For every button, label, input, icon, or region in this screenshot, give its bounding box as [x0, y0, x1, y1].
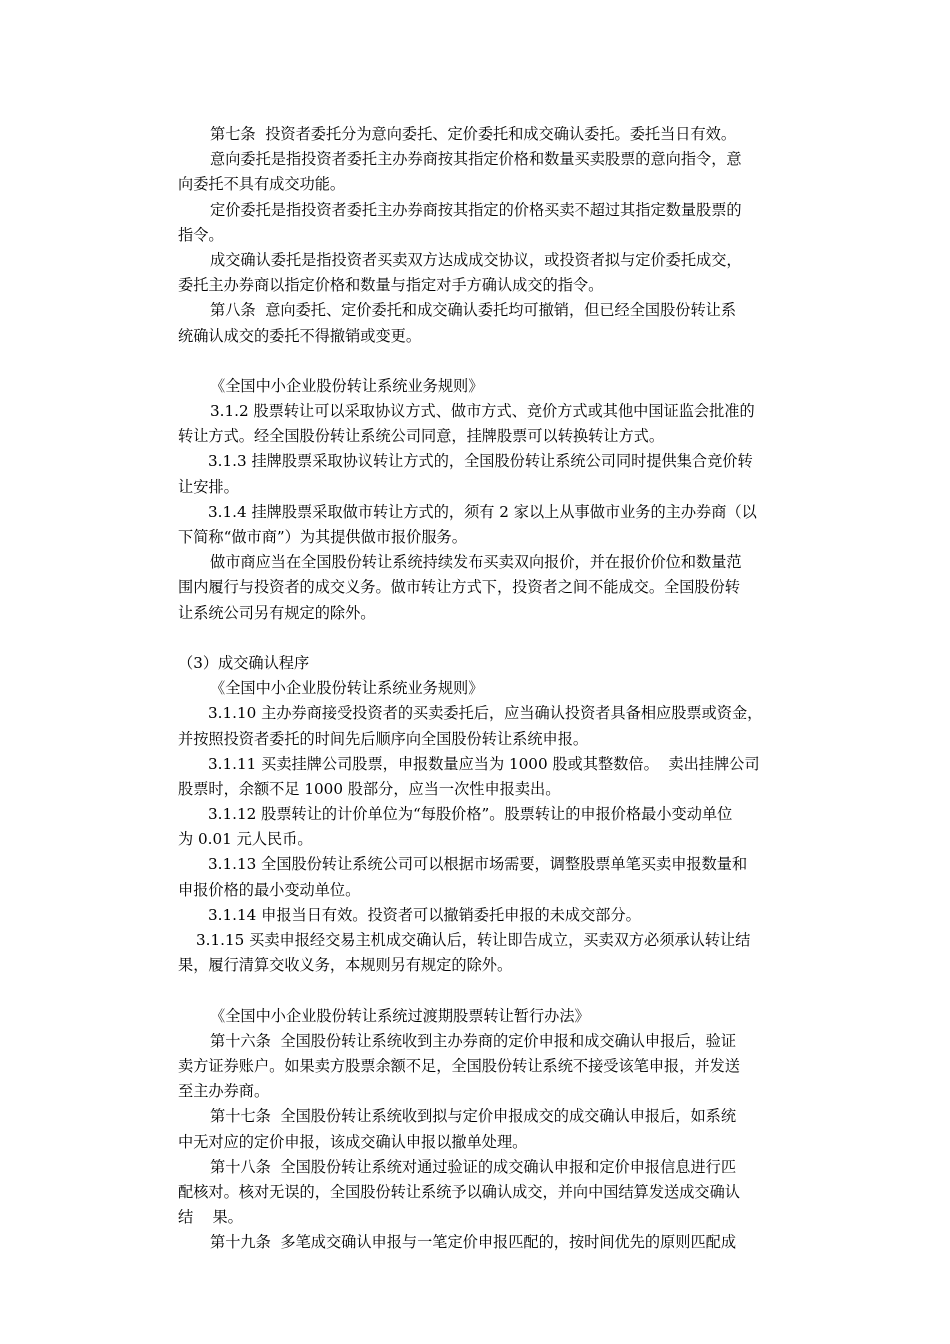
paragraph-line: 委托主办券商以指定价格和数量与指定对手方确认成交的指令。: [178, 276, 604, 295]
paragraph-line: 3.1.12 股票转让的计价单位为“每股价格”。股票转让的申报价格最小变动单位: [208, 805, 733, 824]
document-body: [178, 122, 810, 1255]
section-heading: （3）成交确认程序: [178, 653, 310, 672]
paragraph-line: 至主办券商。: [178, 1082, 270, 1101]
paragraph-line: 意向委托是指投资者委托主办券商按其指定价格和数量买卖股票的意向指令，意: [210, 150, 742, 169]
paragraph-line: 股票时，余额不足 1000 股部分，应当一次性申报卖出。: [178, 779, 561, 798]
paragraph-line: 配核对。核对无误的，全国股份转让系统予以确认成交，并向中国结算发送成交确认: [178, 1182, 740, 1201]
paragraph-line: 3.1.3 挂牌股票采取协议转让方式的，全国股份转让系统公司同时提供集合竞价转: [208, 452, 753, 471]
section-heading: 《全国中小企业股份转让系统业务规则》: [210, 376, 484, 395]
paragraph-line: 卖方证券账户。如果卖方股票余额不足，全国股份转让系统不接受该笔申报，并发送: [178, 1056, 740, 1075]
paragraph-line: 第十六条 全国股份转让系统收到主办券商的定价申报和成交确认申报后，验证: [210, 1031, 737, 1050]
paragraph-line: 做市商应当在全国股份转让系统持续发布买卖双向报价，并在报价价位和数量范: [210, 553, 742, 572]
paragraph-line: 3.1.15 买卖申报经交易主机成交确认后，转让即告成立，买卖双方必须承认转让结: [196, 931, 751, 949]
paragraph-line: 为 0.01 元人民币。: [178, 830, 313, 849]
paragraph-line: 向委托不具有成交功能。: [178, 175, 346, 194]
section-heading: 《全国中小企业股份转让系统业务规则》: [210, 679, 484, 698]
paragraph-line: 统确认成交的委托不得撤销或变更。: [178, 326, 421, 345]
paragraph-line: 3.1.10 主办券商接受投资者的买卖委托后，应当确认投资者具备相应股票或资金，: [208, 704, 763, 723]
paragraph-line: 3.1.4 挂牌股票采取做市转让方式的，须有 2 家以上从事做市业务的主办券商（以: [208, 502, 757, 521]
paragraph-line: 3.1.14 申报当日有效。投资者可以撤销委托申报的未成交部分。: [208, 905, 641, 924]
paragraph-line: 结 果。: [178, 1208, 243, 1227]
paragraph-line: 让安排。: [178, 477, 239, 496]
paragraph-line: 果，履行清算交收义务，本规则另有规定的除外。: [178, 956, 513, 975]
paragraph-line: 3.1.13 全国股份转让系统公司可以根据市场需要，调整股票单笔买卖申报数量和: [208, 855, 748, 874]
paragraph-line: 下简称“做市商”）为其提供做市报价服务。: [178, 528, 467, 546]
paragraph-line: 并按照投资者委托的时间先后顺序向全国股份转让系统申报。: [178, 729, 589, 748]
section-heading: 《全国中小企业股份转让系统过渡期股票转让暂行办法》: [210, 1006, 590, 1025]
paragraph-line: 指令。: [178, 225, 224, 244]
paragraph-line: 第十八条 全国股份转让系统对通过验证的成交确认申报和定价申报信息进行匹: [210, 1157, 737, 1176]
paragraph-line: 第八条 意向委托、定价委托和成交确认委托均可撤销，但已经全国股份转让系: [210, 301, 737, 320]
blank-line: [178, 626, 810, 651]
blank-line: [178, 349, 810, 374]
paragraph-line: 定价委托是指投资者委托主办券商按其指定的价格买卖不超过其指定数量股票的: [210, 200, 742, 219]
paragraph-line: 3.1.11 买卖挂牌公司股票，申报数量应当为 1000 股或其整数倍。 卖出挂牌公司: [208, 754, 760, 773]
paragraph-line: 第十九条 多笔成交确认申报与一笔定价申报匹配的，按时间优先的原则匹配成: [210, 1233, 737, 1252]
paragraph-line: 3.1.2 股票转让可以采取协议方式、做市方式、竞价方式或其他中国证监会批准的: [210, 402, 755, 421]
paragraph-line: 申报价格的最小变动单位。: [178, 880, 361, 899]
paragraph-line: 让系统公司另有规定的除外。: [178, 603, 376, 622]
paragraph-line: 第七条 投资者委托分为意向委托、定价委托和成交确认委托。委托当日有效。: [210, 125, 737, 143]
paragraph-line: 转让方式。经全国股份转让系统公司同意，挂牌股票可以转换转让方式。: [178, 427, 664, 446]
paragraph-line: 第十七条 全国股份转让系统收到拟与定价申报成交的成交确认申报后，如系统: [210, 1107, 737, 1126]
paragraph-line: 围内履行与投资者的成交义务。做市转让方式下，投资者之间不能成交。全国股份转: [178, 578, 740, 597]
paragraph-line: 成交确认委托是指投资者买卖双方达成成交协议，或投资者拟与定价委托成交，: [210, 250, 742, 269]
blank-line: [178, 978, 810, 1003]
paragraph-line: 中无对应的定价申报，该成交确认申报以撤单处理。: [178, 1132, 528, 1151]
